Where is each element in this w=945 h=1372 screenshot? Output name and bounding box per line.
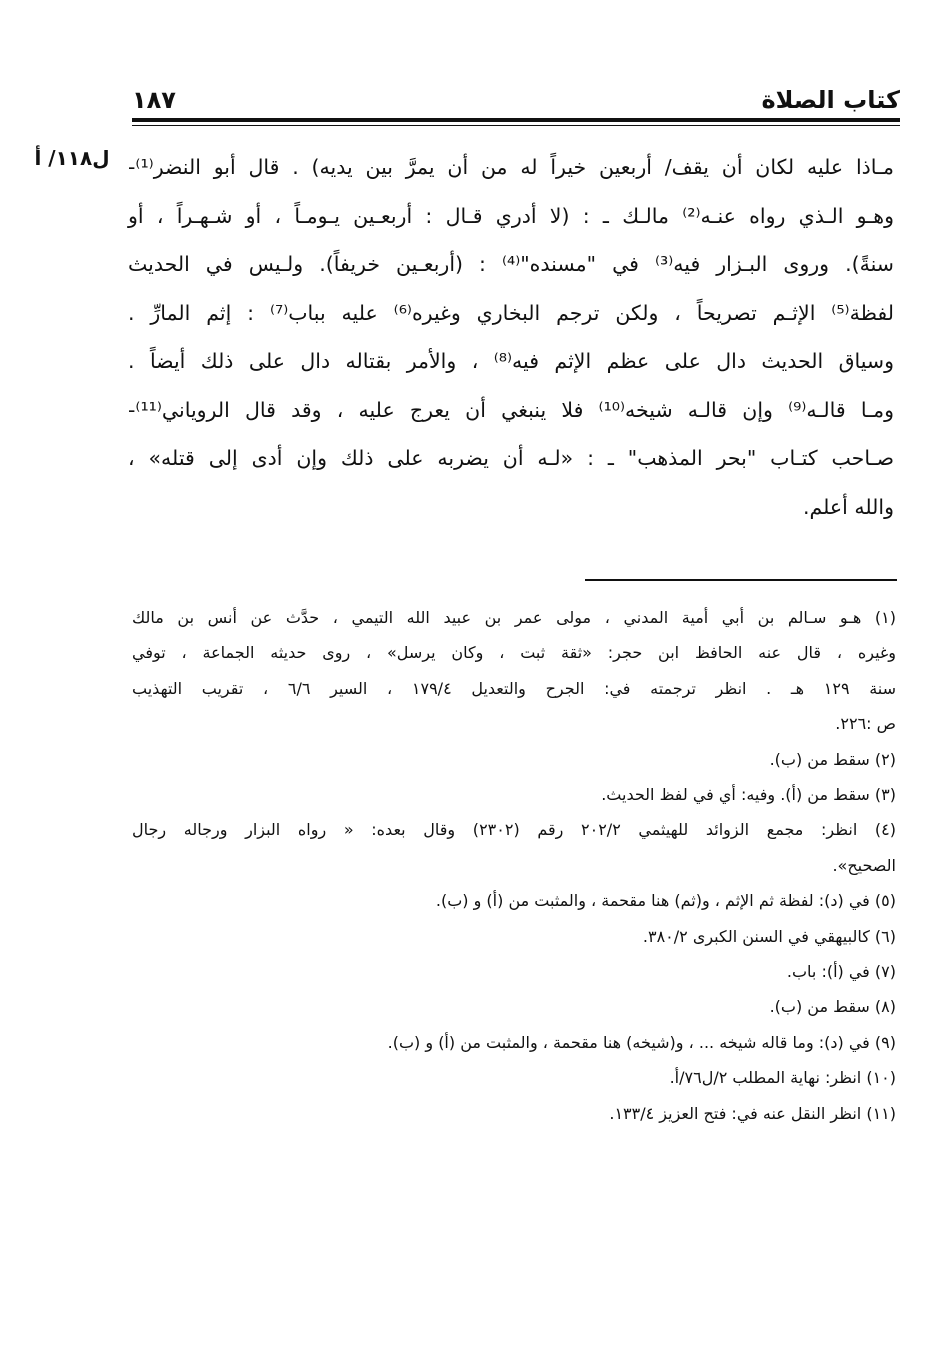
footnote-line: (٣) سقط من (أ). وفيه: أي في لفظ الحديث. (601, 785, 896, 805)
footnotes (132, 600, 896, 1131)
main-text (128, 143, 894, 531)
text-line: والله أعلم. (802, 494, 894, 519)
text-line: وهـو الـذي رواه عنـه⁽²⁾ مالـك ـ : (لا أدري قـال : أربعـين يـومـاً ، أو شـهـراً ، أو (128, 203, 894, 228)
footnote-line: (١) هـو سـالم بن أبي أمية المدني ، مولى عمر بن عبيد الله التيمي ، حدَّث عن أنس بن مالك (132, 608, 896, 627)
text-line: لفظة⁽⁵⁾ الإثـم تصريحاً ، ولكن ترجم البخاري وغيره⁽⁶⁾ عليه بباب⁽⁷⁾ : إثم المارِّ . (128, 300, 895, 325)
page-number: ١٨٧ (132, 86, 176, 114)
footnote-line: سنة ١٢٩ هـ . انظر ترجمته في: الجرح والتعديل ١٧٩/٤ ، السير ٦/٦ ، تقريب التهذيب (132, 678, 897, 698)
footnote-line: (٢) سقط من (ب). (769, 749, 896, 769)
text-line: مـاذا عليه لكان أن يقف/ أربعين خيراً له من أن يمرَّ بين يديه) . قال أبو النضر⁽¹⁾- (128, 155, 894, 179)
footnote-line: (٧) في (أ): باب. (786, 962, 896, 982)
footnote-line: (٩) في (د): وما قاله شيخه ... ، و(شيخه) هنا مقحمة ، والمثبت من (أ) و (ب). (387, 1032, 896, 1052)
running-header (132, 86, 900, 114)
footnote-line: ص :٢٢٦. (835, 714, 896, 734)
footnote-line: (٦) كالبيهقي في السنن الكبرى ٣٨٠/٢. (642, 926, 896, 946)
footnote-line: (٥) في (د): لفظة ثم الإثم ، و(ثم) هنا مقحمة ، والمثبت من (أ) و (ب). (435, 891, 896, 911)
footnote-line: وغيره ، قال عنه الحافظ ابن حجر: «ثقة ثبت ، وكان يرسل» ، روى حديثه الجماعة ، توفي (132, 643, 896, 663)
footnote-separator (585, 579, 897, 581)
footnote-line: (١١) انظر النقل عنه في: فتح العزيز ١٣٣/٤. (609, 1103, 896, 1123)
footnote-line: (٨) سقط من (ب). (769, 997, 896, 1017)
text-line: صـاحب كتـاب "بحر المذهب" ـ : «لـه أن يضربه على ذلك وإن أدى إلى قتله» ، (128, 446, 894, 470)
footnote-line: الصحيح». (832, 855, 896, 875)
footnote-line: (١٠) انظر: نهاية المطلب ٢/ل٧٦/أ. (669, 1068, 896, 1088)
manuscript-folio-note: ل١١٨/ أ (34, 146, 110, 170)
chapter-title: كتاب الصلاة (761, 86, 900, 114)
footnote-line: (٤) انظر: مجمع الزوائد للهيثمي ٢٠٢/٢ رقم (٢٣٠٢) وقال بعده: « رواه البزار ورجاله رجال (132, 820, 897, 840)
text-line: وسياق الحديث دال على عظم الإثم فيه⁽⁸⁾ ، والأمر بقتاله دال على ذلك أيضاً . (128, 349, 894, 373)
header-rule-thin (132, 125, 900, 126)
header-rule-thick (132, 118, 900, 122)
text-line: سنةً). وروى البـزار فيه⁽³⁾ في "مسنده"⁽⁴⁾ : (أربعـين خريفاً). ولـيس في الحديث (128, 252, 894, 276)
text-line: ومـا قالـه⁽⁹⁾ وإن قالـه شيخه⁽¹⁰⁾ فلا ينبغي أن يعرج عليه ، وقد قال الروياني⁽¹¹⁾- (128, 397, 894, 422)
